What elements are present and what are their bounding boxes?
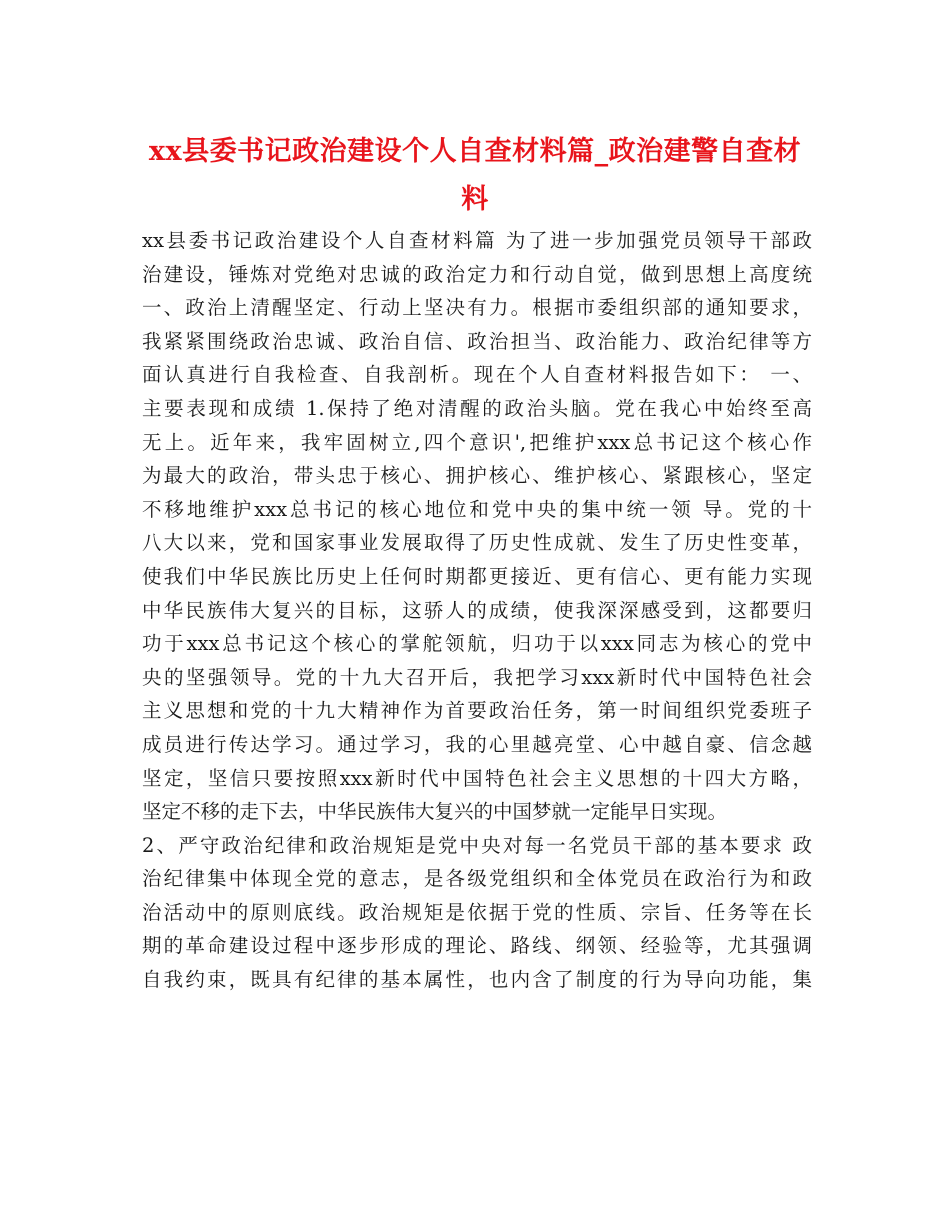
body-line: 主要表现和成绩 1.保持了绝对清醒的政治头脑。党在我心中始终至高 [142,396,812,420]
body-line: 我紧紧围绕政治忠诚、政治自信、政治担当、政治能力、政治纪律等方 [142,329,812,353]
document-title [110,128,840,224]
body-line: 主义思想和党的十九大精神作为首要政治任务，第一时间组织党委班子 [142,699,812,723]
body-line: 一、政治上清醒坚定、行动上坚决有力。根据市委组织部的通知要求， [142,296,812,320]
body-line: 中华民族伟大复兴的目标，这骄人的成绩，使我深深感受到，这都要归 [142,598,812,622]
body-line: 2、严守政治纪律和政治规矩是党中央对每一名党员干部的基本要求 政 [142,833,812,857]
body-line: 央的坚强领导。党的十九大召开后，我把学习xxx新时代中国特色社会 [142,665,812,689]
body-line: 治活动中的原则底线。政治规矩是依据于党的性质、宗旨、任务等在长 [142,900,812,924]
title-line-2: 料 [461,184,489,215]
body-line: 期的革命建设过程中逐步形成的理论、路线、纲领、经验等，尤其强调 [142,934,812,958]
body-line: 治建设，锤炼对党绝对忠诚的政治定力和行动自觉，做到思想上高度统 [142,262,812,286]
body-line: 成员进行传达学习。通过学习，我的心里越亮堂、心中越自豪、信念越 [142,732,812,756]
body-line: 八大以来，党和国家事业发展取得了历史性成就、发生了历史性变革， [142,531,812,555]
body-line: 坚定，坚信只要按照xxx新时代中国特色社会主义思想的十四大方略， [142,766,812,790]
body-line: xx县委书记政治建设个人自查材料篇 为了进一步加强党员领导干部政 [142,229,812,252]
body-line: 自我约束，既具有纪律的基本属性，也内含了制度的行为导向功能，集 [142,968,812,992]
title-line-1: xx县委书记政治建设个人自查材料篇_政治建警自查材 [148,136,802,167]
document-body [142,224,812,997]
body-line: 使我们中华民族比历史上任何时期都更接近、更有信心、更有能力实现 [142,564,812,588]
body-line: 功于xxx总书记这个核心的掌舵领航，归功于以xxx同志为核心的党中 [142,632,812,656]
body-line: 坚定不移的走下去，中华民族伟大复兴的中国梦就一定能早日实现。 [142,800,728,824]
body-line: 治纪律集中体现全党的意志，是各级党组织和全体党员在政治行为和政 [142,867,812,891]
body-line: 为最大的政治，带头忠于核心、拥护核心、维护核心、紧跟核心，坚定 [142,464,812,488]
body-line: 面认真进行自我检查、自我剖析。现在个人自查材料报告如下： 一、 [142,363,812,387]
body-line: 不移地维护xxx总书记的核心地位和党中央的集中统一领 导。党的十 [142,497,812,521]
body-line: 无上。近年来，我牢固树立,四个意识',把维护xxx总书记这个核心作 [142,430,812,454]
